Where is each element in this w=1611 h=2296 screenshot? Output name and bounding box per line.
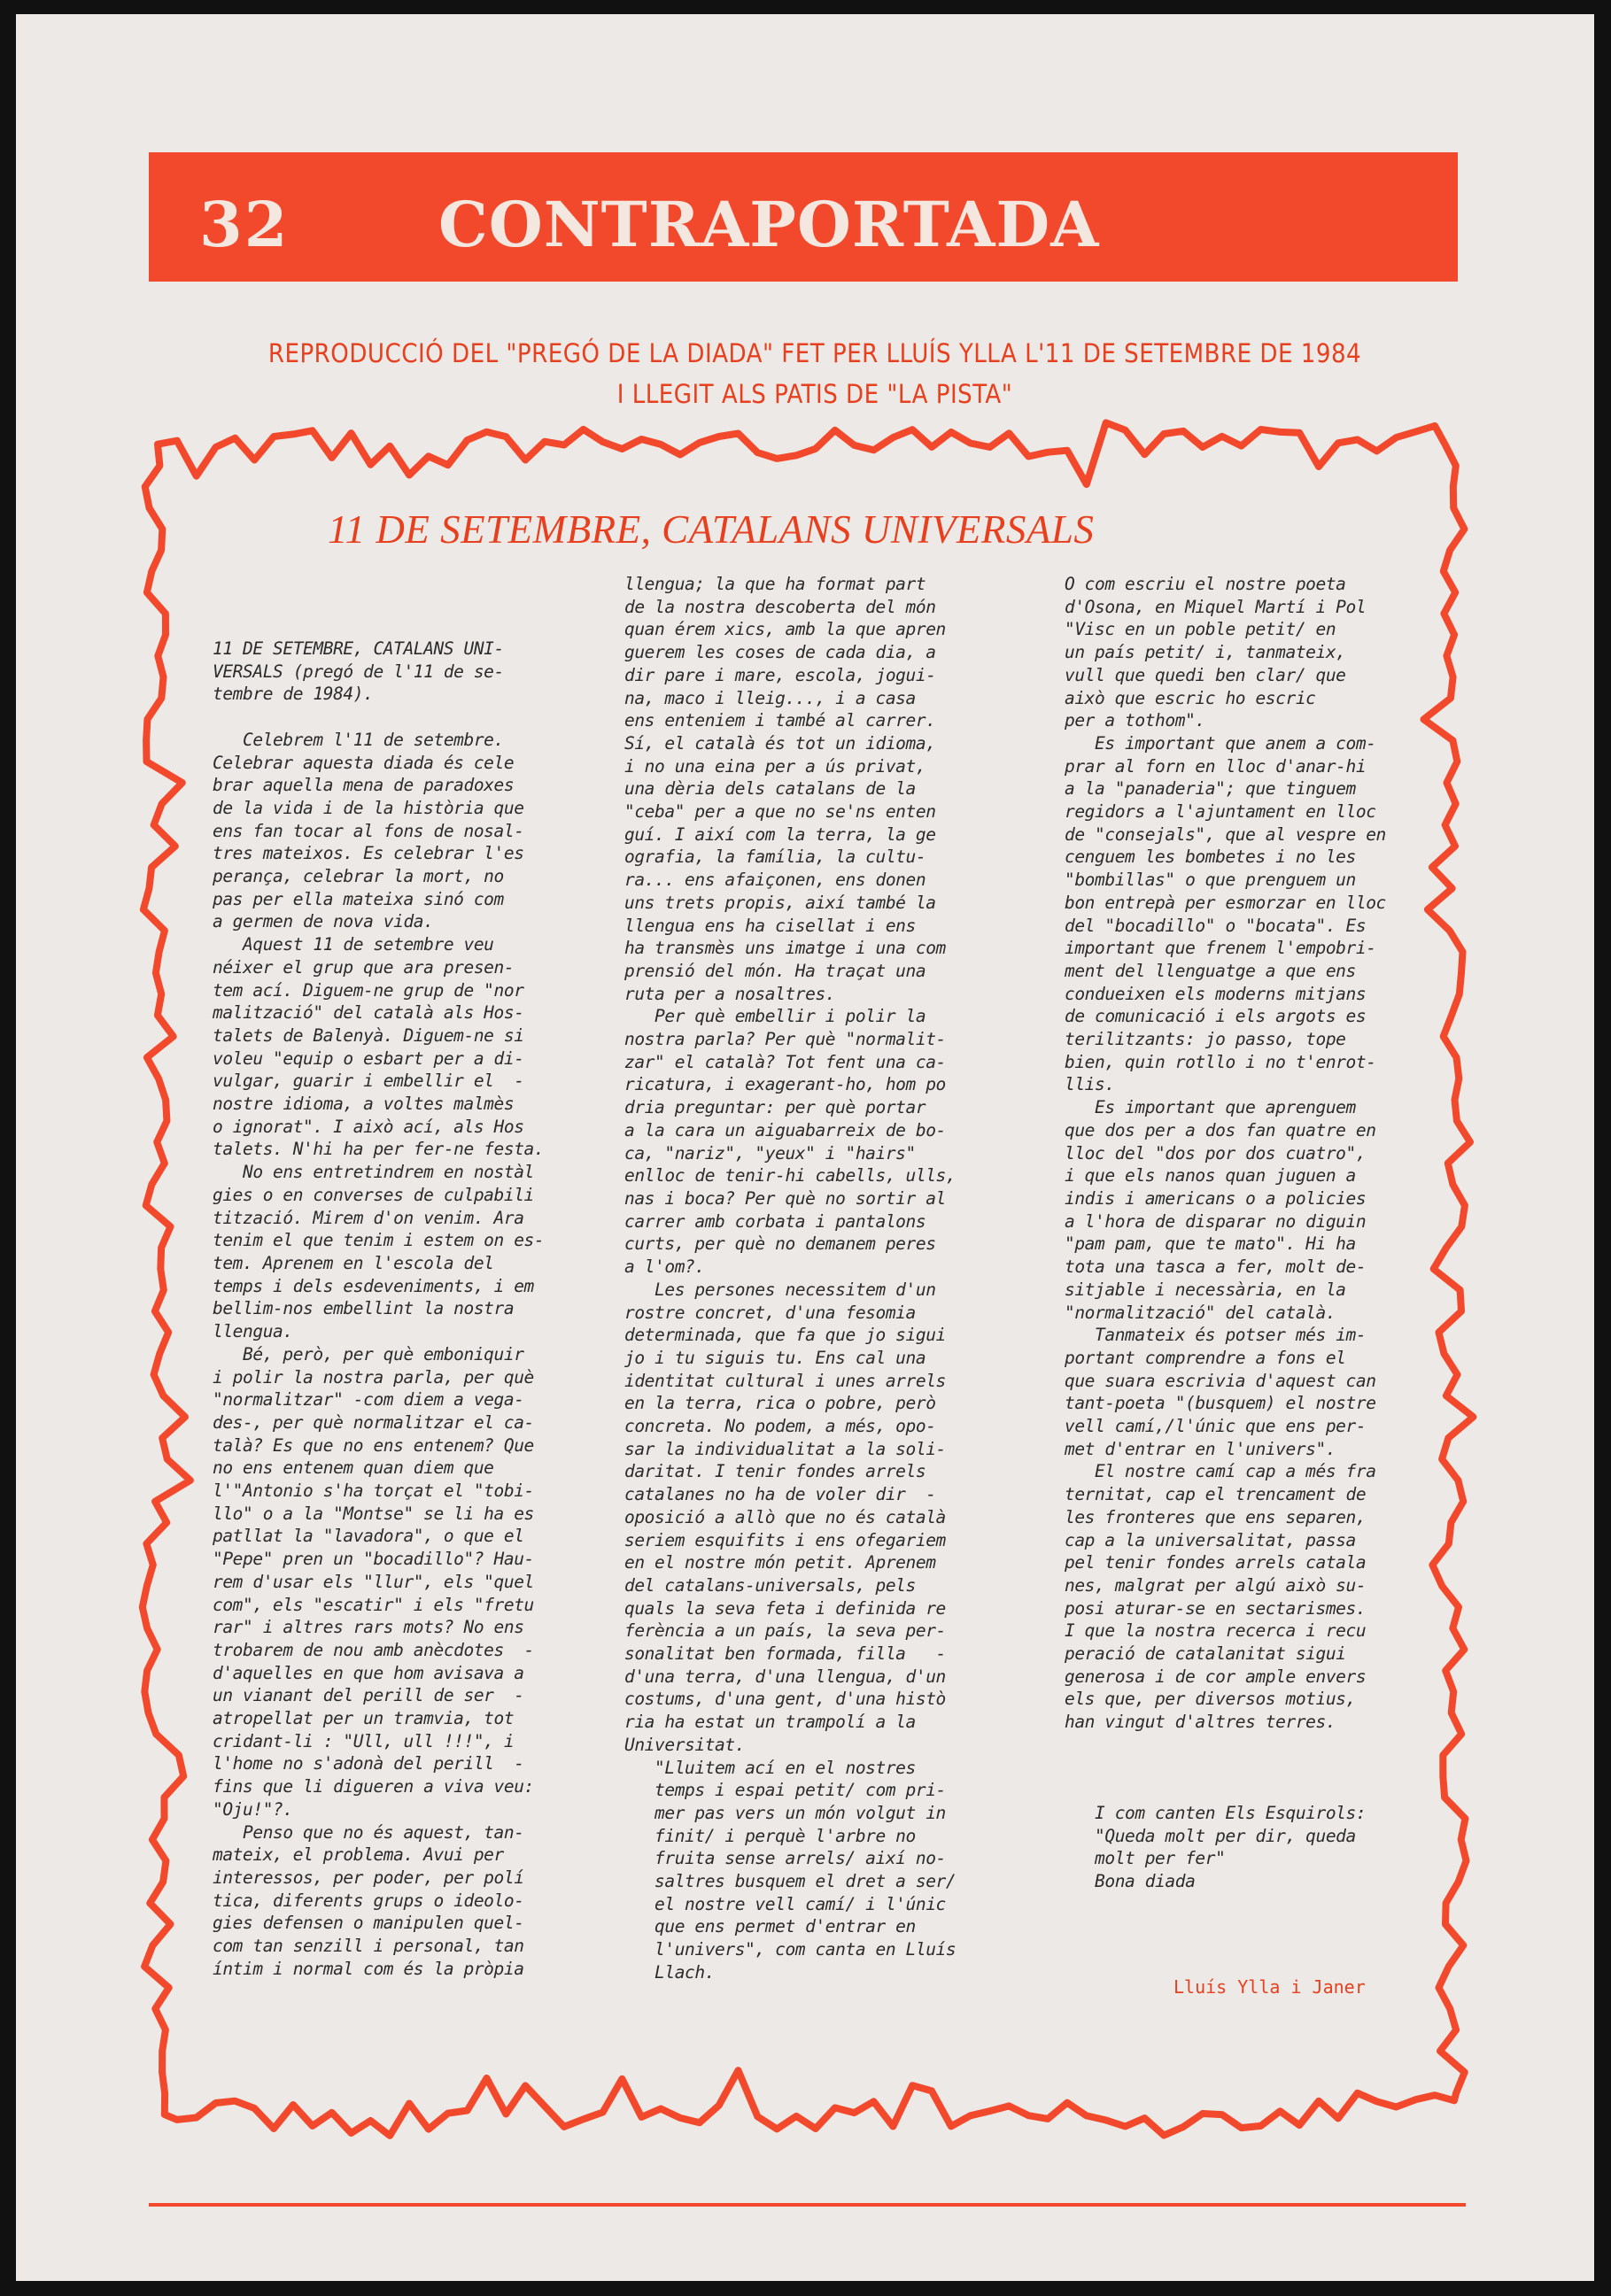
- subtitle-line-1: REPRODUCCIÓ DEL "PREGÓ DE LA DIADA" FET PER LLUÍS YLLA L'11 DE SETEMBRE DE 1984: [267, 338, 1362, 368]
- page-number: 32: [199, 188, 290, 261]
- section-title: CONTRAPORTADA: [438, 188, 1100, 261]
- article-column-3: O com escriu el nostre poeta d'Osona, en Miquel Martí i Pol "Visc en un poble petit/ en un país petit/ i, tanmateix, vull que quedi ben clar/ que això que escric ho escric per a tothom". Es important que anem a com- prar al forn en lloc d'anar-hi a la "panaderia"; que tinguem regidors a l'ajuntament en lloc de "consejals", que al vespre en cenguem les bombetes i no les "bombillas" o que prenguem un bon entrepà per esmorzar en lloc del "bocadillo" o "bocata". Es important que frenem l'empobri- ment del llenguatge a que ens condueixen els moderns mitjans de comunicació i els argots es terilitzants: jo passo, tope bien, quin rotllo i no t'enrot- llis. Es important que aprenguem que dos per a dos fan quatre en lloc del "dos por dos cuatro", i que els nanos quan juguen a indis i americans o a policies a l'hora de disparar no diguin "pam pam, que te mato". Hi ha tota una tasca a fer, molt de- sitjable i necessària, en la "normalització" del català. Tanmateix és potser més im- portant comprendre a fons el que suara escrivia d'aquest can tant-poeta "(busquem) el nostre vell camí,/l'únic que ens per- met d'entrar en l'univers". El nostre camí cap a més fra ternitat, cap el trencament de les fronteres que ens separen, cap a la universalitat, passa pel tenir fondes arrels catala nes, malgrat per algú això su- posi aturar-se en sectarismes. I que la nostra recerca i recu peració de catalanitat sigui generosa i de cor ample envers els que, per diversos motius, han vingut d'altres terres. I com canten Els Esquirols: "Queda molt per dir, queda molt per fer" Bona diada: [1065, 574, 1386, 1892]
- article-title: 11 DE SETEMBRE, CATALANS UNIVERSALS: [328, 507, 1095, 552]
- bottom-rule: [149, 2203, 1466, 2207]
- subtitle-line-2: I LLEGIT ALS PATIS DE "LA PISTA": [616, 379, 1013, 409]
- article-column-2: llengua; la que ha format part de la nostra descoberta del món quan érem xics, amb la que apren guerem les coses de cada dia, a dir pare i mare, escola, jogui- na, maco i lleig..., i a casa ens enteniem i també al carrer. Sí, el català és tot un idioma, i no una eina per a ús privat, una dèria dels catalans de la "ceba" per a que no se'ns enten guí. I així com la terra, la ge ografia, la família, la cultu- ra... ens afaiçonen, ens donen uns trets propis, així també la llengua ens ha cisellat i ens ha transmès uns imatge i una com prensió del món. Ha traçat una ruta per a nosaltres. Per què embellir i polir la nostra parla? Per què "normalit- zar" el català? Tot fent una ca- ricatura, i exagerant-ho, hom po dria preguntar: per què portar a la cara un aiguabarreix de bo- ca, "nariz", "yeux" i "hairs" enlloc de tenir-hi cabells, ulls, nas i boca? Per què no sortir al carrer amb corbata i pantalons curts, per què no demanem peres a l'om?. Les persones necessitem d'un rostre concret, d'una fesomia determinada, que fa que jo sigui jo i tu siguis tu. Ens cal una identitat cultural i unes arrels en la terra, rica o pobre, però concreta. No podem, a més, opo- sar la individualitat a la soli- daritat. I tenir fondes arrels catalanes no ha de voler dir - oposició a allò que no és català seriem esquifits i ens ofegariem en el nostre món petit. Aprenem del catalans-universals, pels quals la seva feta i definida re ferència a un país, la seva per- sonalitat ben formada, filla - d'una terra, d'una llengua, d'un costums, d'una gent, d'una histò ria ha estat un trampolí a la Universitat. "Lluitem ací en el nostres temps i espai petit/ com pri- mer pas vers un món volgut in finit/ i perquè l'arbre no fruita sense arrels/ així no- saltres busquem el dret a ser/ el nostre vell camí/ i l'únic que ens permet d'entrar en l'univers", com canta en Lluís Llach.: [624, 574, 957, 1983]
- article-column-1: 11 DE SETEMBRE, CATALANS UNI- VERSALS (pregó de l'11 de se- tembre de 1984). Celebrem l'11 de setembre. Celebrar aquesta diada és cele brar aquella mena de paradoxes de la vida i de la història que ens fan tocar al fons de nosal- tres mateixos. Es celebrar l'es perança, celebrar la mort, no pas per ella mateixa sinó com a germen de nova vida. Aquest 11 de setembre veu néixer el grup que ara presen- tem ací. Diguem-ne grup de "nor malització" del català als Hos- talets de Balenyà. Diguem-ne si voleu "equip o esbart per a di- vulgar, guarir i embellir el - nostre idioma, a voltes malmès o ignorat". I això ací, als Hos talets. N'hi ha per fer-ne festa. No ens entretindrem en nostàl gies o en converses de culpabili tització. Mirem d'on venim. Ara tenim el que tenim i estem on es- tem. Aprenem en l'escola del temps i dels esdeveniments, i em bellim-nos embellint la nostra llengua. Bé, però, per què emboniquir i polir la nostra parla, per què "normalitzar" -com diem a vega- des-, per què normalitzar el ca- talà? Es que no ens entenem? Que no ens entenem quan diem que l'"Antonio s'ha torçat el "tobi- llo" o a la "Montse" se li ha es patllat la "lavadora", o que el "Pepe" pren un "bocadillo"? Hau- rem d'usar els "llur", els "quel com", els "escatir" i els "fretu rar" i altres rars mots? No ens trobarem de nou amb anècdotes - d'aquelles en que hom avisava a un vianant del perill de ser - atropellat per un tramvia, tot cridant-li : "Ull, ull !!!", i l'home no s'adonà del perill - fins que li digueren a viva veu: "Oju!"?. Penso que no és aquest, tan- mateix, el problema. Avui per interessos, per poder, per polí tica, diferents grups o ideolo- gies defensen o manipulen quel- com tan senzill i personal, tan íntim i normal com és la pròpia: [213, 638, 545, 1979]
- author-signature: Lluís Ylla i Janer: [1173, 1976, 1366, 1998]
